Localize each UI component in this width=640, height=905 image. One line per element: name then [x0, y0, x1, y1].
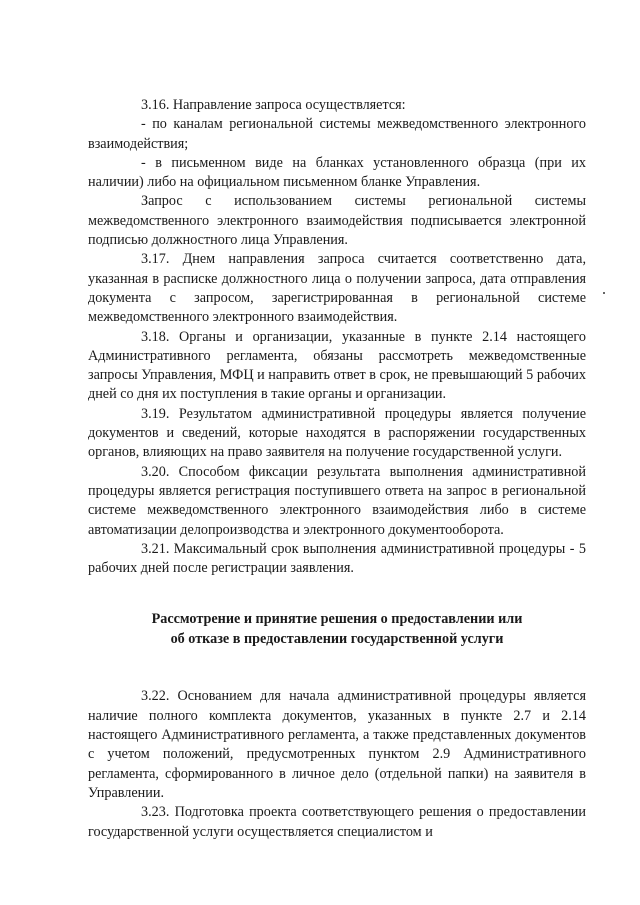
paragraph-3-16-item-1: - по каналам региональной системы межведомственного электронного взаимодействия;	[88, 116, 586, 152]
paragraph-3-19: 3.19. Результатом административной процедуры является получение документов и сведений, которые находятся в распоряжении государственных органов, влияющих на право заявителя на получение государственной услуги.	[88, 405, 586, 461]
paragraph-3-16: 3.16. Направление запроса осуществляется:	[141, 97, 406, 113]
section-heading-line-2: об отказе в предоставлении государственной услуги	[170, 630, 504, 647]
paragraph-3-18: 3.18. Органы и организации, указанные в пункте 2.14 настоящего Административного регламента, обязаны рассмотреть межведомственные запросы Управления, МФЦ и направить ответ в срок, не превышающий 5 рабочих дней со дня их поступления в такие органы и организации.	[88, 328, 586, 403]
paragraph-3-20: 3.20. Способом фиксации результата выполнения административной процедуры является регистрация поступившего ответа на запрос в региональной системе межведомственного электронного взаимодействия либо в системе автоматизации делопроизводства и электронного документооборота.	[88, 463, 586, 538]
section-heading-line-1: Рассмотрение и принятие решения о предоставлении или	[151, 611, 523, 628]
document-body	[88, 96, 586, 842]
scan-speck	[603, 292, 605, 294]
paragraph-3-23: 3.23. Подготовка проекта соответствующего решения о предоставлении государственной услуги осуществляется специалистом и	[88, 804, 586, 840]
paragraph-3-22: 3.22. Основанием для начала административной процедуры является наличие полного комплекта документов, указанных в пункте 2.7 и 2.14 настоящего Административного регламента, а также представленных документов с учетом положений, предусмотренных пунктом 2.9 Административного регламента, сформированного в личное дело (отдельной папки) на заявителя в Управлении.	[88, 688, 586, 801]
paragraph-3-21: 3.21. Максимальный срок выполнения административной процедуры - 5 рабочих дней после регистрации заявления.	[88, 540, 586, 577]
paragraph-3-17: 3.17. Днем направления запроса считается соответственно дата, указанная в расписке должностного лица о получении запроса, дата отправления документа с запросом, зарегистрированная в региональной системе межведомственного электронного взаимодействия.	[88, 251, 586, 326]
paragraph-3-16-item-2: - в письменном виде на бланках установленного образца (при их наличии) либо на официальном письменном бланке Управления.	[88, 154, 586, 191]
section-heading	[88, 610, 586, 649]
paragraph-request-signature: Запрос с использованием системы региональной системы межведомственного электронного взаимодействия подписывается электронной подписью должностного лица Управления.	[88, 193, 586, 249]
